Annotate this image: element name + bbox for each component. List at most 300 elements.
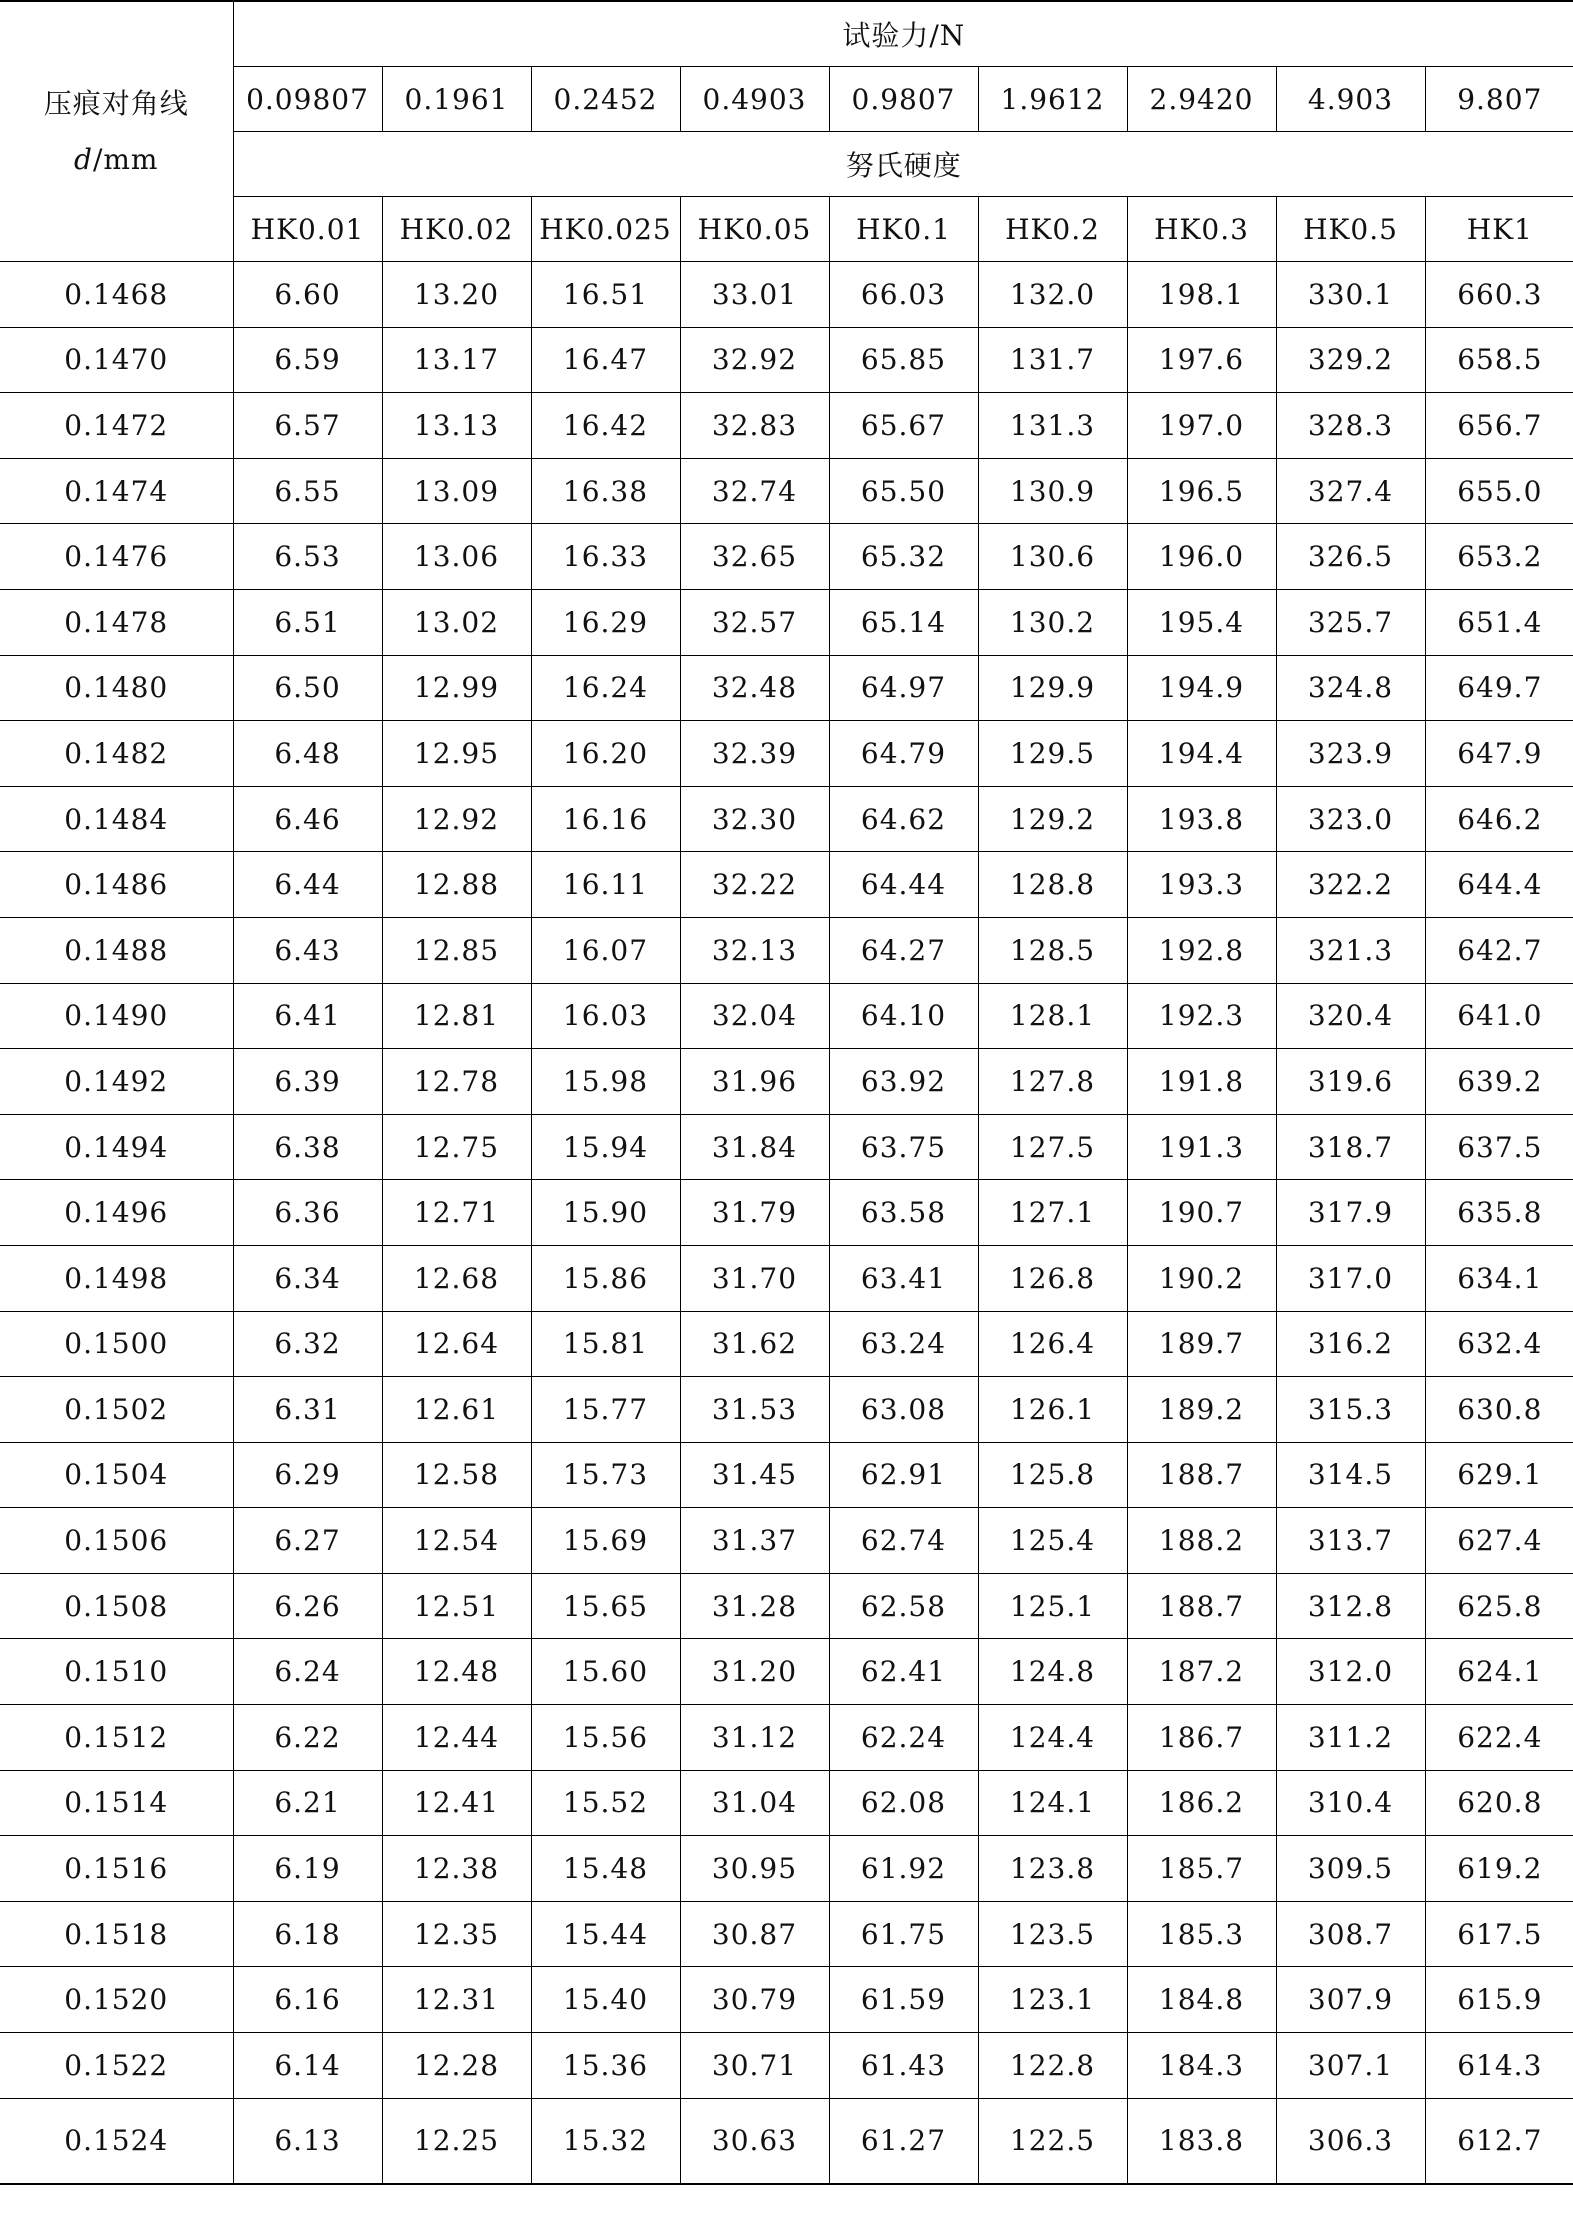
hardness-value-cell: 184.3	[1127, 2033, 1276, 2099]
hardness-value-cell: 62.41	[829, 1639, 978, 1705]
hardness-value-cell: 12.88	[382, 852, 531, 918]
hardness-value-cell: 658.5	[1425, 327, 1573, 393]
hardness-value-cell: 122.5	[978, 2098, 1127, 2184]
hardness-value-cell: 320.4	[1276, 983, 1425, 1049]
hardness-value-cell: 129.5	[978, 721, 1127, 787]
hardness-value-cell: 30.71	[680, 2033, 829, 2099]
hardness-value-cell: 6.48	[233, 721, 382, 787]
hardness-value-cell: 193.8	[1127, 786, 1276, 852]
hardness-value-cell: 622.4	[1425, 1705, 1573, 1771]
hardness-value-cell: 646.2	[1425, 786, 1573, 852]
hardness-value-cell: 15.48	[531, 1836, 680, 1902]
diagonal-value-cell: 0.1478	[0, 589, 233, 655]
hardness-value-cell: 12.68	[382, 1245, 531, 1311]
hardness-value-cell: 12.61	[382, 1377, 531, 1443]
hardness-value-cell: 12.35	[382, 1901, 531, 1967]
hardness-value-cell: 31.53	[680, 1377, 829, 1443]
hardness-value-cell: 123.8	[978, 1836, 1127, 1902]
header-row-test-force	[0, 1, 1573, 67]
diagonal-header-cell	[0, 1, 233, 262]
hardness-value-cell: 15.52	[531, 1770, 680, 1836]
hardness-value-cell: 62.58	[829, 1573, 978, 1639]
hardness-value-cell: 33.01	[680, 262, 829, 328]
hardness-value-cell: 624.1	[1425, 1639, 1573, 1705]
header-row-hardness	[0, 132, 1573, 197]
hardness-value-cell: 188.7	[1127, 1573, 1276, 1639]
hardness-value-cell: 125.8	[978, 1442, 1127, 1508]
hardness-value-cell: 6.26	[233, 1573, 382, 1639]
hardness-value-cell: 189.7	[1127, 1311, 1276, 1377]
hardness-value-cell: 6.16	[233, 1967, 382, 2033]
hardness-value-cell: 15.77	[531, 1377, 680, 1443]
hardness-value-cell: 15.44	[531, 1901, 680, 1967]
hardness-value-cell: 126.4	[978, 1311, 1127, 1377]
hardness-value-cell: 321.3	[1276, 917, 1425, 983]
hardness-value-cell: 16.38	[531, 458, 680, 524]
hardness-value-cell: 12.92	[382, 786, 531, 852]
table-row	[0, 2098, 1573, 2184]
hardness-value-cell: 16.03	[531, 983, 680, 1049]
hardness-value-cell: 12.81	[382, 983, 531, 1049]
table-row	[0, 327, 1573, 393]
diagonal-value-cell: 0.1492	[0, 1049, 233, 1115]
table-row	[0, 852, 1573, 918]
table-row	[0, 2033, 1573, 2099]
table-row	[0, 1049, 1573, 1115]
hardness-value-cell: 317.9	[1276, 1180, 1425, 1246]
hardness-value-cell: 6.59	[233, 327, 382, 393]
hardness-value-cell: 61.27	[829, 2098, 978, 2184]
hardness-value-cell: 127.8	[978, 1049, 1127, 1115]
hardness-value-cell: 127.1	[978, 1180, 1127, 1246]
hardness-value-cell: 16.11	[531, 852, 680, 918]
diagonal-value-cell: 0.1474	[0, 458, 233, 524]
hardness-value-cell: 15.36	[531, 2033, 680, 2099]
hardness-value-cell: 632.4	[1425, 1311, 1573, 1377]
hardness-value-cell: 12.51	[382, 1573, 531, 1639]
hardness-value-cell: 128.8	[978, 852, 1127, 918]
hardness-value-cell: 310.4	[1276, 1770, 1425, 1836]
hardness-value-cell: 130.2	[978, 589, 1127, 655]
diagonal-value-cell: 0.1502	[0, 1377, 233, 1443]
hardness-value-cell: 30.87	[680, 1901, 829, 1967]
hardness-value-cell: 15.56	[531, 1705, 680, 1771]
diagonal-value-cell: 0.1498	[0, 1245, 233, 1311]
hardness-value-cell: 6.41	[233, 983, 382, 1049]
hardness-value-cell: 614.3	[1425, 2033, 1573, 2099]
hardness-value-cell: 630.8	[1425, 1377, 1573, 1443]
hardness-header: 努氏硬度	[233, 132, 1573, 197]
hardness-value-cell: 131.7	[978, 327, 1127, 393]
hardness-value-cell: 6.38	[233, 1114, 382, 1180]
hardness-value-cell: 125.4	[978, 1508, 1127, 1574]
hardness-value-cell: 620.8	[1425, 1770, 1573, 1836]
diagonal-unit	[0, 132, 233, 188]
hardness-value-cell: 313.7	[1276, 1508, 1425, 1574]
force-value-cell: 0.9807	[829, 67, 978, 132]
hardness-value-cell: 12.85	[382, 917, 531, 983]
hardness-value-cell: 31.45	[680, 1442, 829, 1508]
diagonal-value-cell: 0.1490	[0, 983, 233, 1049]
hardness-value-cell: 32.39	[680, 721, 829, 787]
diagonal-value-cell: 0.1520	[0, 1967, 233, 2033]
hardness-value-cell: 190.7	[1127, 1180, 1276, 1246]
hardness-value-cell: 318.7	[1276, 1114, 1425, 1180]
hardness-value-cell: 15.94	[531, 1114, 680, 1180]
hardness-value-cell: 307.1	[1276, 2033, 1425, 2099]
hardness-value-cell: 16.20	[531, 721, 680, 787]
hardness-value-cell: 642.7	[1425, 917, 1573, 983]
scale-cell: HK0.1	[829, 197, 978, 262]
hardness-value-cell: 130.9	[978, 458, 1127, 524]
hardness-value-cell: 189.2	[1127, 1377, 1276, 1443]
table-row	[0, 1377, 1573, 1443]
hardness-value-cell: 6.18	[233, 1901, 382, 1967]
hardness-value-cell: 132.0	[978, 262, 1127, 328]
hardness-value-cell: 124.1	[978, 1770, 1127, 1836]
hardness-value-cell: 13.06	[382, 524, 531, 590]
diagonal-unit-text: /mm	[92, 142, 159, 176]
hardness-value-cell: 62.91	[829, 1442, 978, 1508]
hardness-value-cell: 612.7	[1425, 2098, 1573, 2184]
hardness-value-cell: 65.14	[829, 589, 978, 655]
hardness-value-cell: 625.8	[1425, 1573, 1573, 1639]
hardness-value-cell: 130.6	[978, 524, 1127, 590]
hardness-value-cell: 6.60	[233, 262, 382, 328]
table-row	[0, 786, 1573, 852]
hardness-value-cell: 188.7	[1127, 1442, 1276, 1508]
hardness-value-cell: 186.2	[1127, 1770, 1276, 1836]
hardness-value-cell: 64.27	[829, 917, 978, 983]
hardness-value-cell: 653.2	[1425, 524, 1573, 590]
hardness-value-cell: 16.51	[531, 262, 680, 328]
hardness-value-cell: 31.96	[680, 1049, 829, 1115]
hardness-value-cell: 196.0	[1127, 524, 1276, 590]
hardness-value-cell: 649.7	[1425, 655, 1573, 721]
diagonal-value-cell: 0.1514	[0, 1770, 233, 1836]
table-row	[0, 1573, 1573, 1639]
hardness-value-cell: 61.75	[829, 1901, 978, 1967]
hardness-value-cell: 62.08	[829, 1770, 978, 1836]
hardness-value-cell: 6.55	[233, 458, 382, 524]
hardness-value-cell: 184.8	[1127, 1967, 1276, 2033]
diagonal-value-cell: 0.1482	[0, 721, 233, 787]
hardness-value-cell: 16.47	[531, 327, 680, 393]
hardness-value-cell: 12.25	[382, 2098, 531, 2184]
table-row	[0, 1508, 1573, 1574]
diagonal-unit-var: d	[74, 142, 93, 176]
hardness-value-cell: 314.5	[1276, 1442, 1425, 1508]
diagonal-value-cell: 0.1472	[0, 393, 233, 459]
hardness-value-cell: 32.92	[680, 327, 829, 393]
hardness-value-cell: 128.5	[978, 917, 1127, 983]
hardness-value-cell: 619.2	[1425, 1836, 1573, 1902]
hardness-value-cell: 651.4	[1425, 589, 1573, 655]
hardness-value-cell: 127.5	[978, 1114, 1127, 1180]
hardness-value-cell: 195.4	[1127, 589, 1276, 655]
hardness-value-cell: 12.54	[382, 1508, 531, 1574]
hardness-value-cell: 12.71	[382, 1180, 531, 1246]
hardness-value-cell: 12.31	[382, 1967, 531, 2033]
hardness-value-cell: 32.83	[680, 393, 829, 459]
table-row	[0, 1770, 1573, 1836]
table-row	[0, 655, 1573, 721]
table-row	[0, 1245, 1573, 1311]
hardness-value-cell: 62.74	[829, 1508, 978, 1574]
hardness-value-cell: 15.32	[531, 2098, 680, 2184]
hardness-value-cell: 192.3	[1127, 983, 1276, 1049]
hardness-value-cell: 15.98	[531, 1049, 680, 1115]
hardness-value-cell: 6.46	[233, 786, 382, 852]
hardness-value-cell: 6.36	[233, 1180, 382, 1246]
hardness-value-cell: 6.13	[233, 2098, 382, 2184]
hardness-value-cell: 62.24	[829, 1705, 978, 1771]
hardness-value-cell: 6.50	[233, 655, 382, 721]
diagonal-value-cell: 0.1504	[0, 1442, 233, 1508]
hardness-value-cell: 63.08	[829, 1377, 978, 1443]
hardness-value-cell: 65.32	[829, 524, 978, 590]
hardness-value-cell: 15.73	[531, 1442, 680, 1508]
hardness-value-cell: 6.14	[233, 2033, 382, 2099]
force-value-cell: 0.4903	[680, 67, 829, 132]
header-row-force-values	[0, 67, 1573, 132]
hardness-value-cell: 12.58	[382, 1442, 531, 1508]
hardness-value-cell: 644.4	[1425, 852, 1573, 918]
diagonal-value-cell: 0.1470	[0, 327, 233, 393]
hardness-value-cell: 126.8	[978, 1245, 1127, 1311]
hardness-value-cell: 6.39	[233, 1049, 382, 1115]
hardness-value-cell: 13.20	[382, 262, 531, 328]
hardness-value-cell: 6.21	[233, 1770, 382, 1836]
hardness-value-cell: 13.02	[382, 589, 531, 655]
hardness-value-cell: 61.43	[829, 2033, 978, 2099]
hardness-value-cell: 15.81	[531, 1311, 680, 1377]
hardness-value-cell: 191.3	[1127, 1114, 1276, 1180]
hardness-value-cell: 126.1	[978, 1377, 1127, 1443]
hardness-value-cell: 32.74	[680, 458, 829, 524]
hardness-value-cell: 6.53	[233, 524, 382, 590]
hardness-value-cell: 15.65	[531, 1573, 680, 1639]
hardness-value-cell: 309.5	[1276, 1836, 1425, 1902]
hardness-value-cell: 327.4	[1276, 458, 1425, 524]
hardness-value-cell: 15.90	[531, 1180, 680, 1246]
hardness-value-cell: 12.99	[382, 655, 531, 721]
hardness-value-cell: 12.64	[382, 1311, 531, 1377]
hardness-value-cell: 30.63	[680, 2098, 829, 2184]
diagonal-value-cell: 0.1486	[0, 852, 233, 918]
hardness-value-cell: 32.13	[680, 917, 829, 983]
hardness-value-cell: 66.03	[829, 262, 978, 328]
hardness-value-cell: 324.8	[1276, 655, 1425, 721]
hardness-value-cell: 617.5	[1425, 1901, 1573, 1967]
hardness-value-cell: 63.92	[829, 1049, 978, 1115]
hardness-value-cell: 31.84	[680, 1114, 829, 1180]
hardness-value-cell: 316.2	[1276, 1311, 1425, 1377]
hardness-value-cell: 61.59	[829, 1967, 978, 2033]
diagonal-label: 压痕对角线	[43, 86, 189, 120]
hardness-value-cell: 129.2	[978, 786, 1127, 852]
hardness-value-cell: 615.9	[1425, 1967, 1573, 2033]
force-value-cell: 9.807	[1425, 67, 1573, 132]
hardness-value-cell: 63.24	[829, 1311, 978, 1377]
hardness-value-cell: 647.9	[1425, 721, 1573, 787]
hardness-value-cell: 183.8	[1127, 2098, 1276, 2184]
diagonal-value-cell: 0.1506	[0, 1508, 233, 1574]
hardness-value-cell: 16.24	[531, 655, 680, 721]
hardness-value-cell: 61.92	[829, 1836, 978, 1902]
hardness-value-cell: 64.44	[829, 852, 978, 918]
hardness-value-cell: 311.2	[1276, 1705, 1425, 1771]
hardness-value-cell: 63.41	[829, 1245, 978, 1311]
table-row	[0, 589, 1573, 655]
hardness-value-cell: 31.04	[680, 1770, 829, 1836]
hardness-value-cell: 635.8	[1425, 1180, 1573, 1246]
hardness-value-cell: 322.2	[1276, 852, 1425, 918]
hardness-value-cell: 129.9	[978, 655, 1127, 721]
table-row	[0, 262, 1573, 328]
hardness-value-cell: 31.28	[680, 1573, 829, 1639]
hardness-value-cell: 196.5	[1127, 458, 1276, 524]
diagonal-value-cell: 0.1468	[0, 262, 233, 328]
hardness-value-cell: 13.13	[382, 393, 531, 459]
scale-cell: HK0.5	[1276, 197, 1425, 262]
table-row	[0, 1836, 1573, 1902]
hardness-value-cell: 124.8	[978, 1639, 1127, 1705]
hardness-value-cell: 307.9	[1276, 1967, 1425, 2033]
diagonal-value-cell: 0.1496	[0, 1180, 233, 1246]
hardness-value-cell: 123.1	[978, 1967, 1127, 2033]
force-value-cell: 4.903	[1276, 67, 1425, 132]
hardness-value-cell: 185.7	[1127, 1836, 1276, 1902]
diagonal-value-cell: 0.1512	[0, 1705, 233, 1771]
hardness-value-cell: 15.60	[531, 1639, 680, 1705]
scale-cell: HK0.01	[233, 197, 382, 262]
table-row	[0, 1311, 1573, 1377]
hardness-value-cell: 655.0	[1425, 458, 1573, 524]
hardness-value-cell: 64.62	[829, 786, 978, 852]
hardness-value-cell: 317.0	[1276, 1245, 1425, 1311]
diagonal-value-cell: 0.1494	[0, 1114, 233, 1180]
hardness-value-cell: 315.3	[1276, 1377, 1425, 1443]
hardness-value-cell: 31.79	[680, 1180, 829, 1246]
hardness-value-cell: 323.0	[1276, 786, 1425, 852]
diagonal-value-cell: 0.1516	[0, 1836, 233, 1902]
header-row-scales	[0, 197, 1573, 262]
hardness-value-cell: 188.2	[1127, 1508, 1276, 1574]
hardness-value-cell: 64.10	[829, 983, 978, 1049]
hardness-value-cell: 6.29	[233, 1442, 382, 1508]
hardness-value-cell: 627.4	[1425, 1508, 1573, 1574]
diagonal-value-cell: 0.1488	[0, 917, 233, 983]
scale-cell: HK1	[1425, 197, 1573, 262]
hardness-value-cell: 12.75	[382, 1114, 531, 1180]
hardness-value-cell: 16.42	[531, 393, 680, 459]
table-row	[0, 1114, 1573, 1180]
hardness-value-cell: 641.0	[1425, 983, 1573, 1049]
table-row	[0, 1967, 1573, 2033]
table-row	[0, 458, 1573, 524]
hardness-value-cell: 131.3	[978, 393, 1127, 459]
table-body	[0, 1, 1573, 2184]
force-value-cell: 1.9612	[978, 67, 1127, 132]
hardness-value-cell: 308.7	[1276, 1901, 1425, 1967]
hardness-value-cell: 194.9	[1127, 655, 1276, 721]
hardness-value-cell: 63.75	[829, 1114, 978, 1180]
hardness-value-cell: 190.2	[1127, 1245, 1276, 1311]
hardness-value-cell: 15.40	[531, 1967, 680, 2033]
hardness-value-cell: 6.22	[233, 1705, 382, 1771]
hardness-value-cell: 16.16	[531, 786, 680, 852]
hardness-value-cell: 6.51	[233, 589, 382, 655]
hardness-value-cell: 326.5	[1276, 524, 1425, 590]
hardness-value-cell: 312.0	[1276, 1639, 1425, 1705]
hardness-value-cell: 32.04	[680, 983, 829, 1049]
hardness-value-cell: 6.19	[233, 1836, 382, 1902]
hardness-value-cell: 629.1	[1425, 1442, 1573, 1508]
hardness-value-cell: 6.32	[233, 1311, 382, 1377]
hardness-value-cell: 191.8	[1127, 1049, 1276, 1115]
scale-cell: HK0.2	[978, 197, 1127, 262]
hardness-value-cell: 306.3	[1276, 2098, 1425, 2184]
hardness-value-cell: 16.07	[531, 917, 680, 983]
force-value-cell: 2.9420	[1127, 67, 1276, 132]
table-row	[0, 917, 1573, 983]
hardness-value-cell: 197.6	[1127, 327, 1276, 393]
table-row	[0, 1705, 1573, 1771]
hardness-value-cell: 31.20	[680, 1639, 829, 1705]
hardness-value-cell: 194.4	[1127, 721, 1276, 787]
diagonal-value-cell: 0.1510	[0, 1639, 233, 1705]
hardness-value-cell: 13.17	[382, 327, 531, 393]
table-row	[0, 1901, 1573, 1967]
hardness-value-cell: 6.34	[233, 1245, 382, 1311]
hardness-value-cell: 660.3	[1425, 262, 1573, 328]
scale-cell: HK0.025	[531, 197, 680, 262]
hardness-value-cell: 32.22	[680, 852, 829, 918]
scale-cell: HK0.3	[1127, 197, 1276, 262]
hardness-value-cell: 15.86	[531, 1245, 680, 1311]
hardness-value-cell: 32.57	[680, 589, 829, 655]
hardness-value-cell: 32.48	[680, 655, 829, 721]
hardness-value-cell: 323.9	[1276, 721, 1425, 787]
hardness-value-cell: 16.29	[531, 589, 680, 655]
hardness-value-cell: 31.37	[680, 1508, 829, 1574]
diagonal-value-cell: 0.1476	[0, 524, 233, 590]
hardness-value-cell: 656.7	[1425, 393, 1573, 459]
table-row	[0, 1442, 1573, 1508]
diagonal-value-cell: 0.1480	[0, 655, 233, 721]
scale-cell: HK0.05	[680, 197, 829, 262]
hardness-value-cell: 65.50	[829, 458, 978, 524]
table-row	[0, 524, 1573, 590]
hardness-value-cell: 639.2	[1425, 1049, 1573, 1115]
hardness-value-cell: 12.41	[382, 1770, 531, 1836]
diagonal-value-cell: 0.1484	[0, 786, 233, 852]
hardness-value-cell: 15.69	[531, 1508, 680, 1574]
table-row	[0, 393, 1573, 459]
hardness-value-cell: 329.2	[1276, 327, 1425, 393]
diagonal-value-cell: 0.1500	[0, 1311, 233, 1377]
hardness-value-cell: 63.58	[829, 1180, 978, 1246]
hardness-value-cell: 312.8	[1276, 1573, 1425, 1639]
force-value-cell: 0.09807	[233, 67, 382, 132]
force-value-cell: 0.1961	[382, 67, 531, 132]
hardness-value-cell: 6.24	[233, 1639, 382, 1705]
hardness-value-cell: 122.8	[978, 2033, 1127, 2099]
hardness-value-cell: 16.33	[531, 524, 680, 590]
hardness-value-cell: 634.1	[1425, 1245, 1573, 1311]
hardness-value-cell: 6.43	[233, 917, 382, 983]
